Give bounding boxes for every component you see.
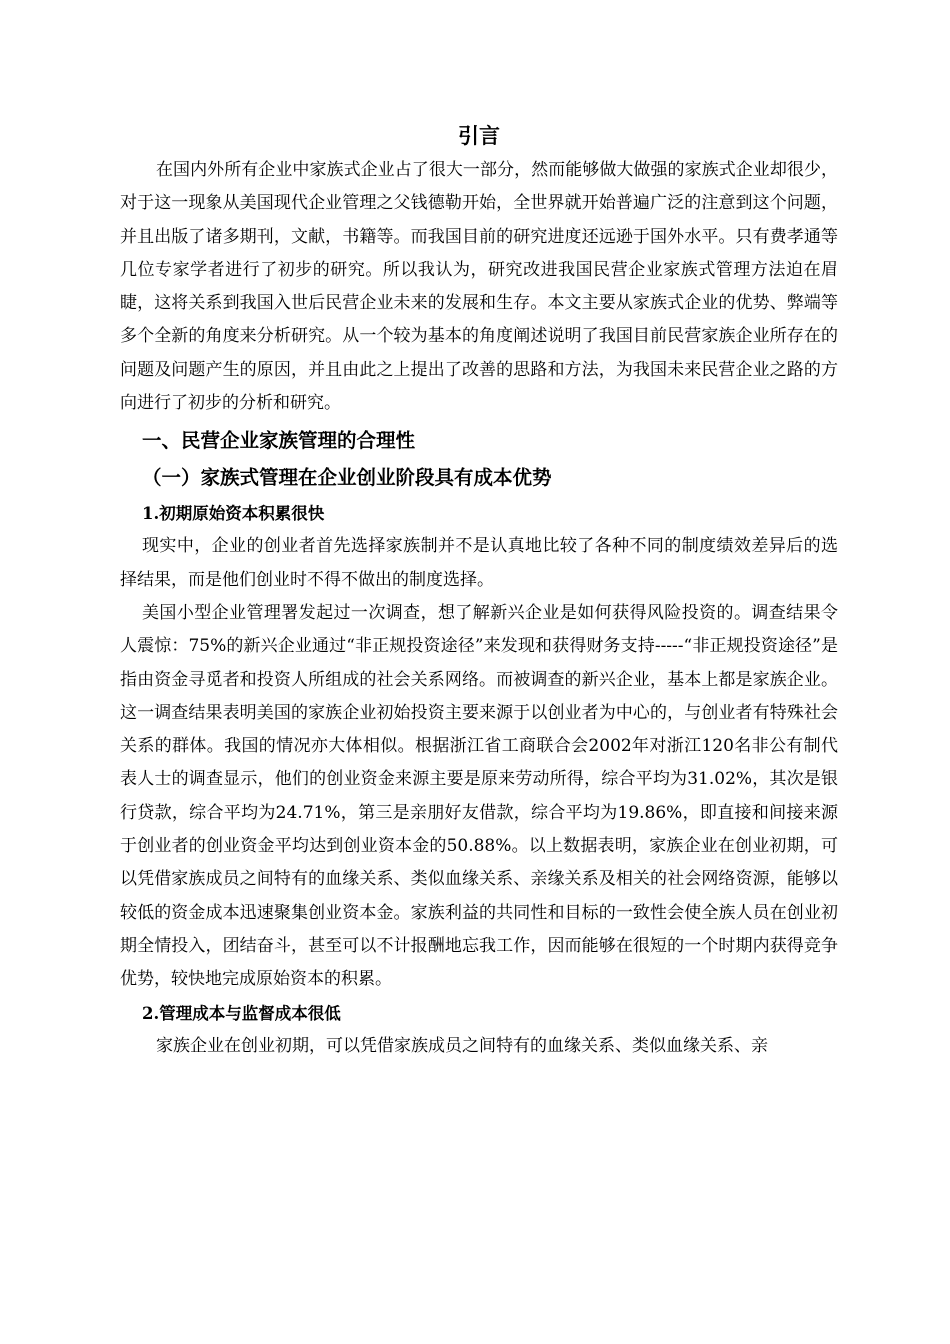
document-title: 引言 [458,123,500,148]
body-paragraph-2: 美国小型企业管理署发起过一次调查，想了解新兴企业是如何获得风险投资的。调查结果令人震惊：75%的新兴企业通过“非正规投资途径”来发现和获得财务支持-----“非正规投资途径”是指由资金寻觅者和投资人所组成的社会关系网络。而被调查的新兴企业，基本上都是家族企业。这一调查结果表明美国的家族企业初始投资主要来源于以创业者为中心的，与创业者有特殊社会关系的群体。我国的情况亦大体相似。根据浙江省工商联合会2002年对浙江120名非公有制代表人士的调查显示，他们的创业资金来源主要是原来劳动所得，综合平均为31.02%，其次是银行贷款，综合平均为24.71%，第三是亲朋好友借款，综合平均为19.86%，即直接和间接来源于创业者的创业资金平均达到创业资本金的50.88%。以上数据表明，家族企业在创业初期，可以凭借家族成员之间特有的血缘关系、类似血缘关系、亲缘关系及相关的社会网络资源，能够以较低的资金成本迅速聚集创业资本金。家族利益的共同性和目标的一致性会使全族人员在创业初期全情投入，团结奋斗，甚至可以不计报酬地忘我工作，因而能够在很短的一个时期内获得竞争优势，较快地完成原始资本的积累。 [120,602,838,990]
document-body [120,118,838,1063]
body-paragraph-1: 现实中，企业的创业者首先选择家族制并不是认真地比较了各种不同的制度绩效差异后的选择结果，而是他们创业时不得不做出的制度选择。 [120,536,838,590]
body-paragraph-3: 家族企业在创业初期，可以凭借家族成员之间特有的血缘关系、类似血缘关系、亲 [156,1035,768,1056]
section-heading-1: 一、民营企业家族管理的合理性 [142,429,416,453]
subsection-heading-1: （一）家族式管理在企业创业阶段具有成本优势 [142,466,552,490]
point-heading-2: 2.管理成本与监督成本很低 [142,1003,341,1023]
point-heading-1: 1.初期原始资本积累很快 [142,504,325,524]
intro-paragraph: 在国内外所有企业中家族式企业占了很大一部分，然而能够做大做强的家族式企业却很少，对于这一现象从美国现代企业管理之父钱德勒开始，全世界就开始普遍广泛的注意到这个问题，并且出版了诸多期刊，文献，书籍等。而我国目前的研究进度还远逊于国外水平。只有费孝通等几位专家学者进行了初步的研究。所以我认为，研究改进我国民营企业家族式管理方法迫在眉睫，这将关系到我国入世后民营企业未来的发展和生存。本文主要从家族式企业的优势、弊端等多个全新的角度来分析研究。从一个较为基本的角度阐述说明了我国目前民营家族企业所存在的问题及问题产生的原因，并且由此之上提出了改善的思路和方法，为我国未来民营企业之路的方向进行了初步的分析和研究。 [120,160,838,414]
